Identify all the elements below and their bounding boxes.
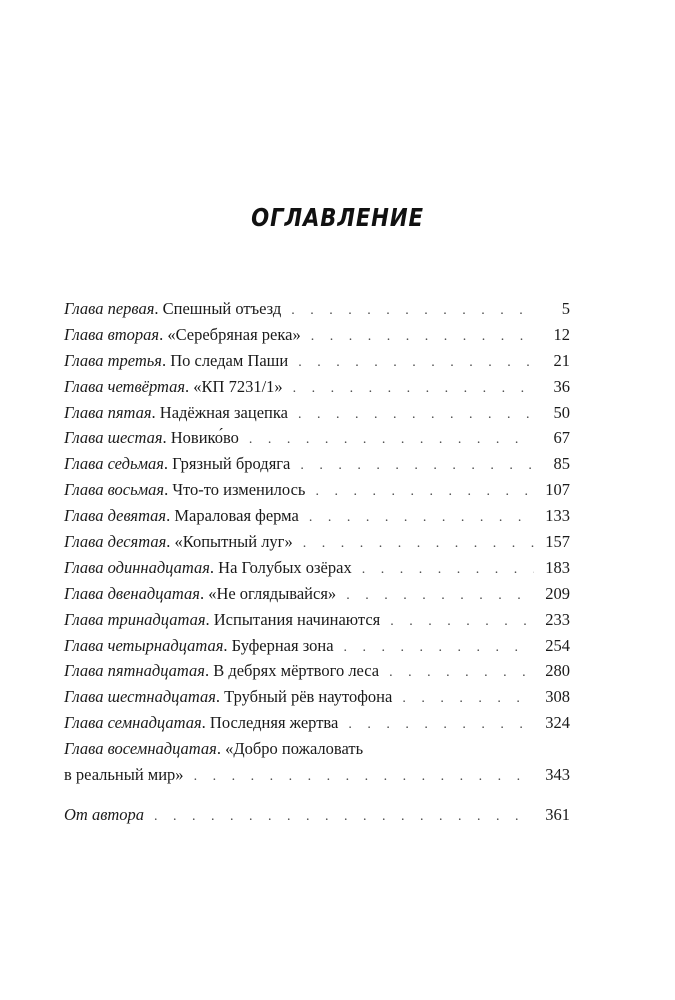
toc-entry-15[interactable]: Глава пятнадцатая . В дебрях мёртвого леса . . . 280 [64, 658, 570, 684]
dot-leader [389, 660, 534, 686]
chapter-title: Буферная зона [231, 635, 334, 655]
chapter-label: Глава четырнадцатая [64, 635, 224, 655]
dot-leader [298, 350, 534, 376]
toc-entry-8[interactable]: Глава восьмая . Что-то изменилось . . . 107 [64, 477, 570, 503]
chapter-title: Спешный отъезд [162, 299, 282, 318]
chapter-title: Новико́во [170, 428, 239, 448]
toc-entry-12[interactable]: Глава двенадцатая . «Не оглядывайся» . . . 209 [64, 581, 570, 607]
dot-leader [390, 609, 534, 635]
page-number: 183 [545, 557, 570, 577]
chapter-label: Глава пятая [64, 402, 152, 422]
chapter-label: Глава седьмая [64, 454, 164, 474]
toc-entry-13[interactable]: Глава тринадцатая . Испытания начинаются . . . 233 [64, 607, 570, 633]
chapter-label: Глава семнадцатая [64, 713, 202, 733]
chapter-title: «Серебряная река» [167, 324, 301, 344]
toc-entry-17[interactable]: Глава семнадцатая . Последняя жертва . . . 324 [64, 710, 570, 736]
page-number: 50 [553, 402, 570, 422]
page-number: 233 [545, 609, 570, 629]
page-number: 67 [553, 428, 570, 448]
dot-leader [311, 324, 534, 350]
toc-entry-2[interactable]: Глава вторая . «Серебряная река» . . . 12 [64, 322, 570, 348]
dot-leader [402, 686, 534, 712]
dot-leader [293, 376, 534, 402]
dot-leader [298, 402, 534, 428]
chapter-label: Глава восьмая [64, 480, 165, 500]
chapter-label: Глава тринадцатая [64, 609, 206, 629]
table-of-contents [64, 296, 570, 828]
page-number: 36 [553, 376, 570, 396]
page-number: 133 [545, 506, 570, 526]
page-number: 21 [553, 350, 570, 370]
toc-entry-3[interactable]: Глава третья . По следам Паши . . . 21 [64, 348, 570, 374]
toc-entries [64, 296, 570, 736]
toc-entry-4[interactable]: Глава четвёртая . «КП 7231/1» . . . 36 [64, 374, 570, 400]
chapter-label: Глава десятая [64, 532, 167, 552]
page-number: 280 [545, 661, 570, 681]
chapter-label: Глава вторая [64, 324, 160, 344]
page-number: 343 [545, 765, 570, 785]
dot-leader [154, 804, 534, 830]
toc-entry-9[interactable]: Глава девятая . Мараловая ферма . . . 133 [64, 503, 570, 529]
dot-leader [249, 427, 534, 453]
chapter-title: На Голубых озёрах [218, 557, 352, 577]
chapter-label: Глава девятая [64, 506, 167, 526]
dot-leader [362, 557, 534, 583]
page-number: 324 [545, 713, 570, 733]
chapter-title: Испытания начинаются [213, 609, 381, 629]
chapter-title: Надёжная зацепка [159, 402, 288, 422]
page-number: 254 [545, 635, 570, 655]
chapter-title-continued: в реальный мир» [64, 765, 184, 785]
page-number: 157 [545, 532, 570, 552]
toc-entry-16[interactable]: Глава шестнадцатая . Трубный рёв наутофона . . . 308 [64, 684, 570, 710]
chapter-label: Глава двенадцатая [64, 583, 200, 603]
page-title: ОГЛАВЛЕНИЕ [251, 203, 424, 232]
chapter-title: «Копытный луг» [174, 532, 293, 552]
chapter-title: Что-то изменилось [172, 480, 306, 500]
toc-entry-author-note[interactable] [64, 802, 570, 828]
author-note-label: От автора [64, 804, 145, 824]
chapter-label: Глава одиннадцатая [64, 557, 210, 577]
chapter-title: Мараловая ферма [174, 506, 299, 526]
chapter-label: Глава пятнадцатая [64, 661, 205, 681]
toc-entry-14[interactable]: Глава четырнадцатая . Буферная зона . . . 254 [64, 633, 570, 659]
toc-entry-6[interactable]: Глава шестая . Новико́во . . . 67 [64, 425, 570, 451]
toc-entry-7[interactable]: Глава седьмая . Грязный бродяга . . . 85 [64, 451, 570, 477]
chapter-label: Глава первая [64, 299, 155, 318]
toc-entry-11[interactable]: Глава одиннадцатая . На Голубых озёрах . . . 183 [64, 555, 570, 581]
dot-leader [300, 453, 534, 479]
chapter-label: Глава шестнадцатая [64, 687, 216, 707]
page-number: 85 [553, 454, 570, 474]
chapter-label: Глава восемнадцатая [64, 739, 217, 759]
chapter-title: Грязный бродяга [172, 454, 291, 474]
dot-leader [344, 635, 534, 661]
dot-leader [315, 479, 534, 505]
chapter-title: Последняя жертва [209, 713, 339, 733]
chapter-label: Глава шестая [64, 428, 163, 448]
dot-leader [348, 712, 534, 738]
toc-entry-18[interactable]: Глава восемнадцатая. «Добро пожаловать в реальный мир» . . . 343 [64, 736, 570, 788]
chapter-title: «КП 7231/1» [193, 376, 283, 396]
dot-leader [291, 298, 534, 324]
toc-entry-1[interactable]: Глава первая . Спешный отъезд . . . 5 [64, 296, 570, 322]
toc-entry-10[interactable]: Глава десятая . «Копытный луг» . . . 157 [64, 529, 570, 555]
chapter-title: В дебрях мёртвого леса [213, 661, 380, 681]
dot-leader [346, 583, 534, 609]
chapter-label: Глава третья [64, 350, 162, 370]
page-number: 361 [545, 804, 570, 824]
page-number: 107 [545, 480, 570, 500]
page-number: 209 [545, 583, 570, 603]
dot-leader [309, 505, 534, 531]
chapter-title: По следам Паши [170, 350, 289, 370]
page-number: 308 [545, 687, 570, 707]
dot-leader [303, 531, 534, 557]
chapter-title: «Не оглядывайся» [208, 583, 337, 603]
chapter-title: Трубный рёв наутофона [224, 687, 393, 707]
chapter-label: Глава четвёртая [64, 376, 186, 396]
toc-entry-5[interactable]: Глава пятая . Надёжная зацепка . . . 50 [64, 400, 570, 426]
page-number: 12 [553, 324, 570, 344]
chapter-title: «Добро пожаловать [225, 739, 364, 759]
dot-leader [194, 764, 534, 790]
page-number: 5 [561, 299, 570, 318]
